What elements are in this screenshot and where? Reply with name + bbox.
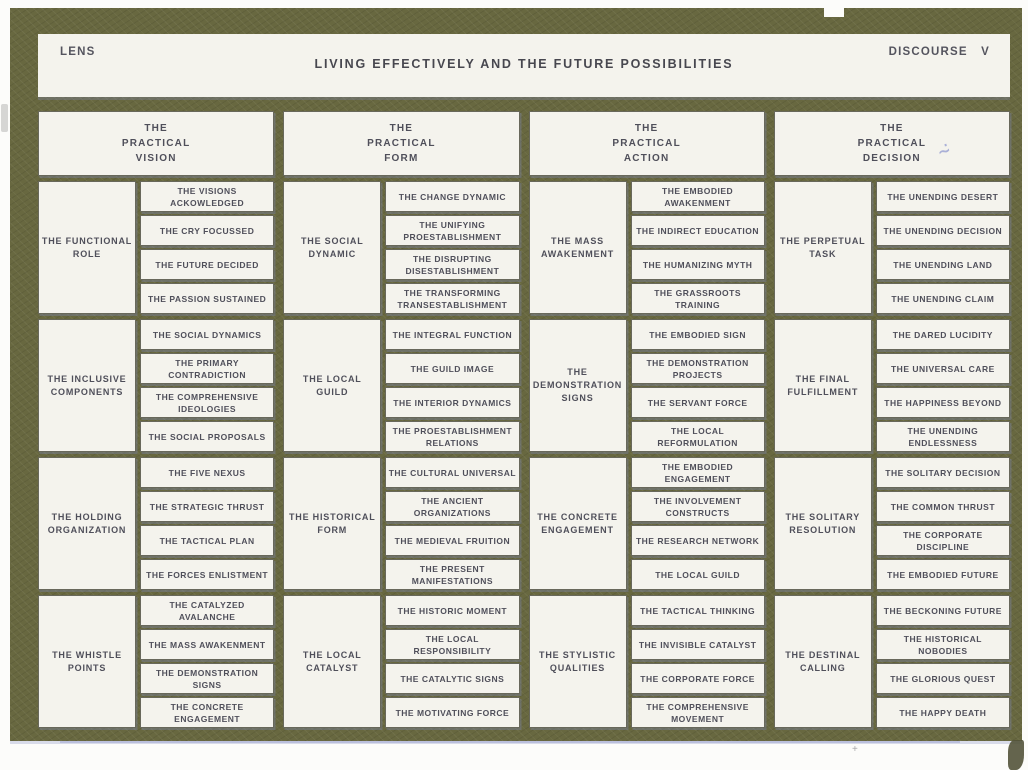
item-stack — [140, 319, 274, 452]
list-item: THE HAPPY DEATH — [876, 697, 1010, 728]
category-group — [774, 457, 1010, 590]
column-header-row — [38, 111, 1010, 176]
list-item: THE STRATEGIC THRUST — [140, 491, 274, 522]
category-label: THE DEMONSTRATION SIGNS — [529, 319, 627, 452]
list-item: THE CORPORATE FORCE — [631, 663, 765, 694]
list-item: THE RESEARCH NETWORK — [631, 525, 765, 556]
list-item: THE PROESTABLISHMENT RELATIONS — [385, 421, 519, 452]
category-group — [774, 595, 1010, 728]
list-item: THE COMPREHENSIVE MOVEMENT — [631, 697, 765, 728]
category-group — [529, 319, 765, 452]
list-item: THE MASS AWAKENMENT — [140, 629, 274, 660]
list-item: THE EMBODIED FUTURE — [876, 559, 1010, 590]
column-header-text: THE PRACTICAL FORM — [367, 123, 436, 164]
category-group — [283, 457, 519, 590]
list-item: THE TACTICAL PLAN — [140, 525, 274, 556]
category-label: THE WHISTLE POINTS — [38, 595, 136, 728]
category-group — [529, 457, 765, 590]
category-label: THE FUNCTIONAL ROLE — [38, 181, 136, 314]
list-item: THE GLORIOUS QUEST — [876, 663, 1010, 694]
list-item: THE FUTURE DECIDED — [140, 249, 274, 280]
item-stack — [385, 181, 519, 314]
category-label: THE MASS AWAKENMENT — [529, 181, 627, 314]
list-item: THE UNENDING CLAIM — [876, 283, 1010, 314]
category-group — [283, 319, 519, 452]
lens-label: LENS — [60, 46, 96, 58]
category-label: THE HISTORICAL FORM — [283, 457, 381, 590]
category-label: THE INCLUSIVE COMPONENTS — [38, 319, 136, 452]
list-item: THE INVISIBLE CATALYST — [631, 629, 765, 660]
list-item: THE EMBODIED AWAKENMENT — [631, 181, 765, 212]
column-header-text: THE PRACTICAL DECISION — [857, 123, 927, 164]
category-label: THE LOCAL GUILD — [283, 319, 381, 452]
discourse-label: DISCOURSE V — [888, 46, 990, 58]
list-item: THE PRESENT MANIFESTATIONS — [385, 559, 519, 590]
list-item: THE SOCIAL DYNAMICS — [140, 319, 274, 350]
scan-blue-line-artifact — [60, 741, 960, 743]
list-item: THE CORPORATE DISCIPLINE — [876, 525, 1010, 556]
list-item: THE DEMONSTRATION PROJECTS — [631, 353, 765, 384]
list-item: THE HISTORICAL NOBODIES — [876, 629, 1010, 660]
category-group — [38, 319, 274, 452]
item-stack — [140, 595, 274, 728]
item-stack — [385, 595, 519, 728]
category-group — [529, 181, 765, 314]
list-item: THE INDIRECT EDUCATION — [631, 215, 765, 246]
category-group — [774, 319, 1010, 452]
list-item: THE MEDIEVAL FRUITION — [385, 525, 519, 556]
list-item: THE EMBODIED SIGN — [631, 319, 765, 350]
page-title: LIVING EFFECTIVELY AND THE FUTURE POSSIBILITIES — [314, 57, 734, 71]
list-item: THE SERVANT FORCE — [631, 387, 765, 418]
item-stack — [385, 319, 519, 452]
category-label: THE DESTINAL CALLING — [774, 595, 872, 728]
pen-scribble-mark: ∼̇ — [936, 141, 953, 162]
list-item: THE CRY FOCUSSED — [140, 215, 274, 246]
list-item: THE PRIMARY CONTRADICTION — [140, 353, 274, 384]
table-body — [38, 181, 1010, 728]
category-label: THE HOLDING ORGANIZATION — [38, 457, 136, 590]
list-item: THE LOCAL RESPONSIBILITY — [385, 629, 519, 660]
scan-notch-artifact — [824, 6, 844, 17]
column-header-practical-decision — [774, 111, 1010, 176]
category-group — [774, 181, 1010, 314]
list-item: THE TACTICAL THINKING — [631, 595, 765, 626]
list-item: THE INVOLVEMENT CONSTRUCTS — [631, 491, 765, 522]
category-group — [38, 181, 274, 314]
list-item: THE FORCES ENLISTMENT — [140, 559, 274, 590]
list-item: THE FIVE NEXUS — [140, 457, 274, 488]
category-label: THE LOCAL CATALYST — [283, 595, 381, 728]
list-item: THE ANCIENT ORGANIZATIONS — [385, 491, 519, 522]
item-stack — [631, 457, 765, 590]
list-item: THE UNENDING DESERT — [876, 181, 1010, 212]
item-stack — [385, 457, 519, 590]
list-item: THE SOLITARY DECISION — [876, 457, 1010, 488]
list-item: THE CATALYTIC SIGNS — [385, 663, 519, 694]
item-stack — [876, 181, 1010, 314]
list-item: THE EMBODIED ENGAGEMENT — [631, 457, 765, 488]
scan-speckle-artifact — [1, 104, 8, 132]
list-item: THE PASSION SUSTAINED — [140, 283, 274, 314]
table-row — [38, 595, 1010, 728]
list-item: THE CATALYZED AVALANCHE — [140, 595, 274, 626]
table-row — [38, 319, 1010, 452]
list-item: THE UNIVERSAL CARE — [876, 353, 1010, 384]
list-item: THE HAPPINESS BEYOND — [876, 387, 1010, 418]
category-group — [283, 181, 519, 314]
category-label: THE FINAL FULFILLMENT — [774, 319, 872, 452]
list-item: THE CHANGE DYNAMIC — [385, 181, 519, 212]
item-stack — [140, 457, 274, 590]
item-stack — [876, 319, 1010, 452]
item-stack — [876, 457, 1010, 590]
item-stack — [631, 319, 765, 452]
list-item: THE GUILD IMAGE — [385, 353, 519, 384]
list-item: THE INTERIOR DYNAMICS — [385, 387, 519, 418]
category-group — [38, 457, 274, 590]
list-item: THE UNENDING ENDLESSNESS — [876, 421, 1010, 452]
list-item: THE HISTORIC MOMENT — [385, 595, 519, 626]
list-item: THE UNENDING DECISION — [876, 215, 1010, 246]
category-label: THE SOCIAL DYNAMIC — [283, 181, 381, 314]
chart-sheet — [10, 8, 1022, 741]
category-label: THE CONCRETE ENGAGEMENT — [529, 457, 627, 590]
column-header-practical-vision — [38, 111, 274, 176]
list-item: THE UNIFYING PROESTABLISHMENT — [385, 215, 519, 246]
category-group — [283, 595, 519, 728]
column-header-text: THE PRACTICAL VISION — [121, 123, 191, 164]
column-header-practical-action — [529, 111, 765, 176]
list-item: THE CONCRETE ENGAGEMENT — [140, 697, 274, 728]
scan-tick-artifact: + — [852, 744, 858, 755]
list-item: THE BECKONING FUTURE — [876, 595, 1010, 626]
list-item: THE VISIONS ACKOWLEDGED — [140, 181, 274, 212]
list-item: THE DISRUPTING DISESTABLISHMENT — [385, 249, 519, 280]
list-item: THE MOTIVATING FORCE — [385, 697, 519, 728]
category-label: THE SOLITARY RESOLUTION — [774, 457, 872, 590]
category-label: THE PERPETUAL TASK — [774, 181, 872, 314]
category-label: THE STYLISTIC QUALITIES — [529, 595, 627, 728]
list-item: THE GRASSROOTS TRAINING — [631, 283, 765, 314]
item-stack — [140, 181, 274, 314]
scan-smudge-artifact — [1008, 740, 1024, 770]
item-stack — [631, 181, 765, 314]
title-bar — [38, 34, 1010, 97]
column-header-practical-form — [283, 111, 519, 176]
list-item: THE COMPREHENSIVE IDEOLOGIES — [140, 387, 274, 418]
category-group — [529, 595, 765, 728]
list-item: THE UNENDING LAND — [876, 249, 1010, 280]
list-item: THE TRANSFORMING TRANSESTABLISHMENT — [385, 283, 519, 314]
list-item: THE SOCIAL PROPOSALS — [140, 421, 274, 452]
list-item: THE LOCAL REFORMULATION — [631, 421, 765, 452]
list-item: THE DEMONSTRATION SIGNS — [140, 663, 274, 694]
table-row — [38, 181, 1010, 314]
list-item: THE INTEGRAL FUNCTION — [385, 319, 519, 350]
list-item: THE COMMON THRUST — [876, 491, 1010, 522]
list-item: THE CULTURAL UNIVERSAL — [385, 457, 519, 488]
column-header-text: THE PRACTICAL ACTION — [612, 123, 681, 164]
table-row — [38, 457, 1010, 590]
list-item: THE HUMANIZING MYTH — [631, 249, 765, 280]
item-stack — [876, 595, 1010, 728]
list-item: THE DARED LUCIDITY — [876, 319, 1010, 350]
category-group — [38, 595, 274, 728]
item-stack — [631, 595, 765, 728]
list-item: THE LOCAL GUILD — [631, 559, 765, 590]
